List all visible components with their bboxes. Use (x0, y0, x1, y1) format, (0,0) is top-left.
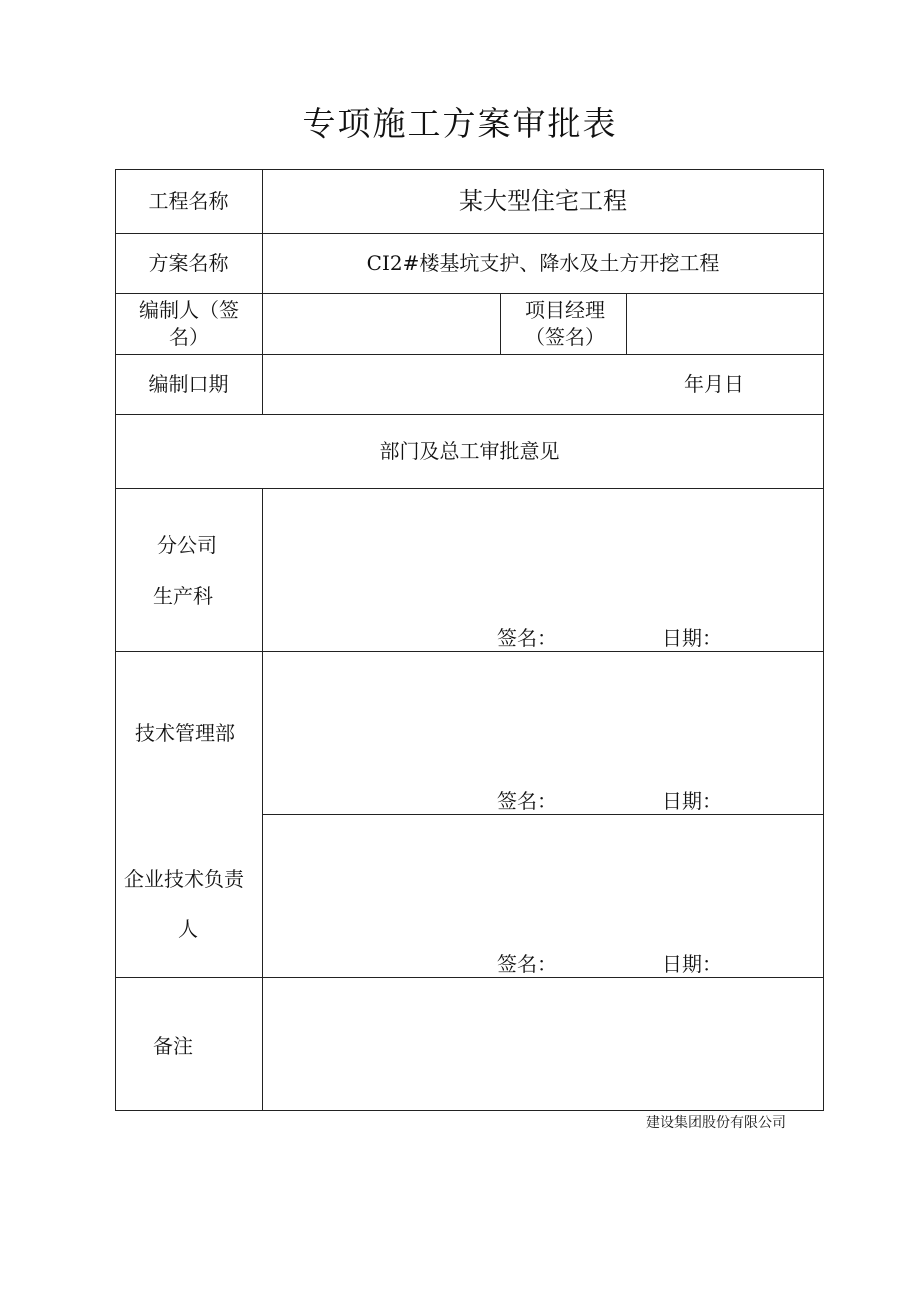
approval-section-header: 部门及总工审批意见 (379, 439, 560, 463)
compile-date-label: 编制口期 (148, 372, 229, 396)
project-name-label: 工程名称 (148, 189, 229, 213)
tech-dept-date-label: 日期： (662, 789, 722, 813)
branch-label-line2: 生产科 (153, 584, 213, 608)
author-signature-label: 编制人（签名） (139, 297, 239, 349)
branch-opinion-field[interactable] (263, 489, 823, 609)
remarks-label: 备注 (153, 1034, 193, 1058)
company-footer: 建设集团股份有限公司 (646, 1115, 786, 1131)
chief-engineer-opinion-field[interactable] (263, 815, 823, 935)
chief-engineer-date-label: 日期： (662, 952, 722, 976)
approval-form (115, 169, 824, 1111)
column-divider (500, 293, 501, 354)
tech-dept-signature-label: 签名： (497, 789, 557, 813)
branch-label-line1: 分公司 (157, 533, 217, 557)
border-bottom (115, 1110, 824, 1111)
author-signature-field[interactable] (263, 293, 500, 354)
chief-engineer-signature-label: 签名： (497, 952, 557, 976)
plan-name-label: 方案名称 (148, 251, 229, 275)
compile-date-value[interactable]: 年月日 (684, 372, 744, 396)
branch-date-label: 日期： (662, 626, 722, 650)
plan-name-value: CI2#楼基坑支护、降水及土方开挖工程 (366, 251, 720, 275)
chief-engineer-label-line1: 企业技术负责 (124, 867, 244, 891)
tech-dept-label: 技术管理部 (135, 721, 235, 745)
chief-engineer-label-line2: 人 (178, 917, 198, 941)
manager-signature-label: 项目经理（签名） (525, 297, 605, 349)
border-right (823, 169, 824, 1111)
border-left (115, 169, 116, 1111)
branch-signature-label: 签名： (497, 626, 557, 650)
manager-signature-field[interactable] (627, 293, 823, 354)
page-title: 专项施工方案审批表 (302, 104, 618, 143)
project-name-value: 某大型住宅工程 (459, 187, 627, 215)
remarks-field[interactable] (263, 978, 823, 1110)
tech-dept-opinion-field[interactable] (263, 652, 823, 772)
